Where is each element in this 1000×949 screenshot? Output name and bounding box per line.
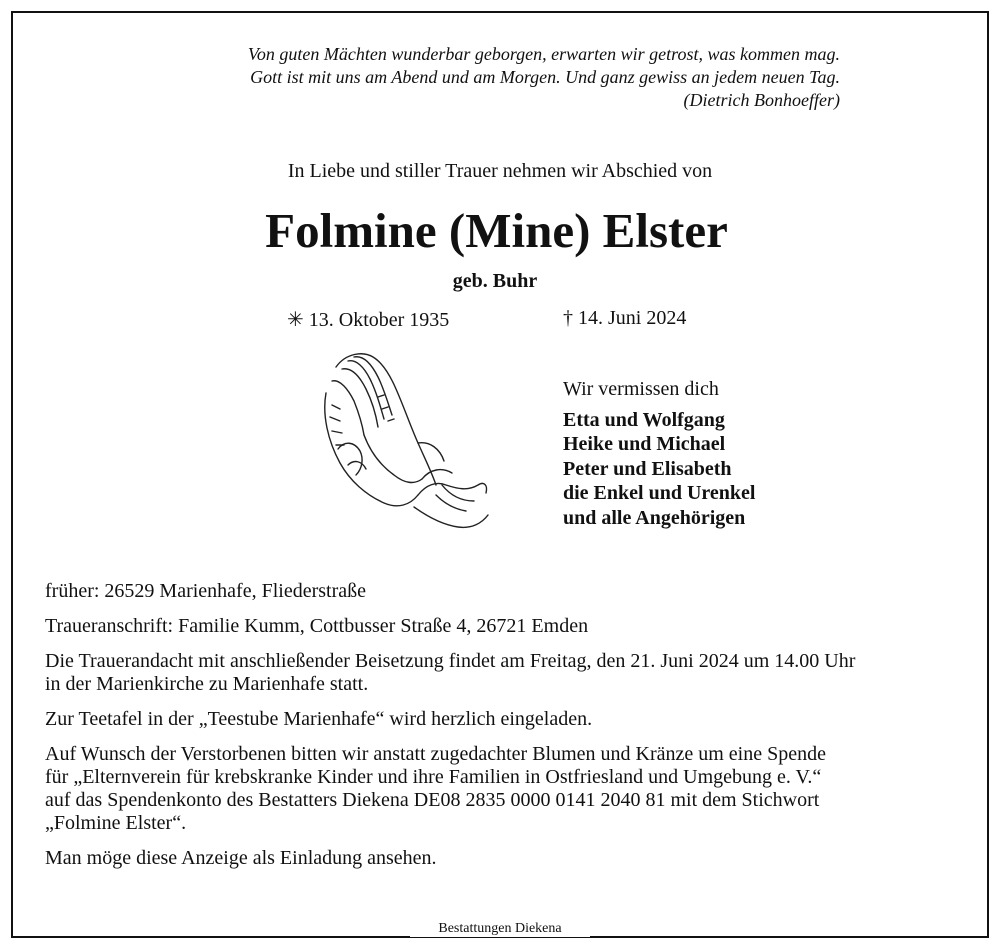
- notice-details: [45, 580, 965, 882]
- mourner-name: Heike und Michael: [563, 433, 726, 455]
- mourning-address: Traueranschrift: Familie Kumm, Cottbusser Straße 4, 26721 Emden: [45, 615, 589, 637]
- mourner-name: die Enkel und Urenkel: [563, 482, 756, 504]
- deceased-name: Folmine (Mine) Elster: [265, 203, 728, 258]
- bonhoeffer-quote: [120, 43, 840, 112]
- donation-line-2: für „Elternverein für krebskranke Kinder und ihre Familien in Ostfriesland und Umgebung e. V.“: [45, 766, 822, 788]
- quote-line-1: Von guten Mächten wunderbar geborgen, erwarten wir getrost, was kommen mag.: [247, 44, 840, 64]
- donation-line-1: Auf Wunsch der Verstorbenen bitten wir anstatt zugedachter Blumen und Kränze um eine Spende: [45, 743, 826, 765]
- mourner-name: Etta und Wolfgang: [563, 408, 725, 431]
- farewell-intro: In Liebe und stiller Trauer nehmen wir Abschied von: [287, 160, 713, 182]
- donation-line-4: „Folmine Elster“.: [45, 812, 187, 834]
- mourner-name: Peter und Elisabeth: [563, 457, 732, 480]
- mourner-name: und alle Angehörigen: [563, 506, 746, 529]
- birth-date: ✳ 13. Oktober 1935: [287, 309, 450, 331]
- mourners-block: [563, 377, 755, 530]
- undertaker-credit: Bestattungen Diekena: [410, 921, 590, 937]
- quote-attribution: (Dietrich Bonhoeffer): [683, 90, 840, 110]
- maiden-name: geb. Buhr: [452, 270, 538, 292]
- former-address: früher: 26529 Marienhafe, Fliederstraße: [45, 580, 366, 602]
- donation-line-3: auf das Spendenkonto des Bestatters Diekena DE08 2835 0000 0141 2040 81 mit dem Stichwort: [45, 789, 820, 811]
- donation-request: [45, 743, 965, 835]
- death-date: † 14. Juni 2024: [563, 307, 687, 329]
- tea-invitation: Zur Teetafel in der „Teestube Marienhafe“ wird herzlich eingeladen.: [45, 708, 593, 730]
- service-line-2: in der Marienkirche zu Marienhafe statt.: [45, 673, 369, 695]
- praying-hands-icon: [318, 345, 493, 545]
- invitation-note: Man möge diese Anzeige als Einladung ansehen.: [45, 847, 437, 869]
- quote-line-2: Gott ist mit uns am Abend und am Morgen. Und ganz gewiss an jedem neuen Tag.: [250, 67, 840, 87]
- service-details: [45, 650, 965, 696]
- mourners-intro: Wir vermissen dich: [563, 378, 719, 400]
- service-line-1: Die Trauerandacht mit anschließender Beisetzung findet am Freitag, den 21. Juni 2024 um 14.00 Uhr: [45, 650, 856, 672]
